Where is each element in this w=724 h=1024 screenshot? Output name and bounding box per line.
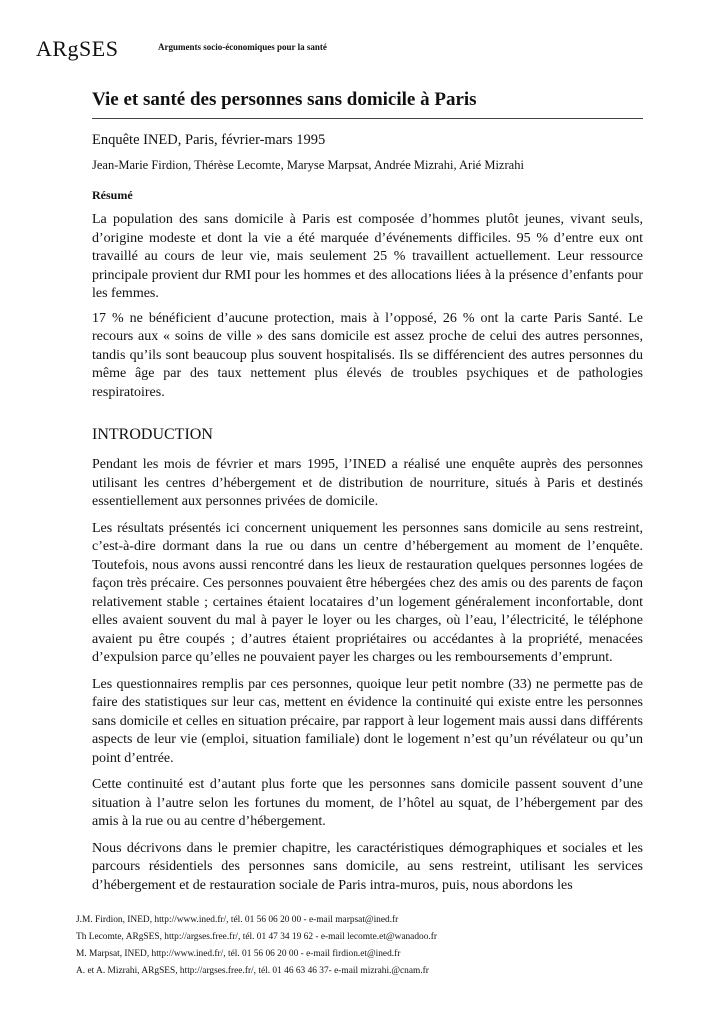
abstract-section bbox=[92, 187, 643, 402]
body-paragraph: Pendant les mois de février et mars 1995, l’INED a réalisé une enquête auprès des personnes utilisant les centres d’hébergement et de distribution de nourriture, situés à Paris et destinés essentiellement aux personnes privées de domicile. bbox=[92, 457, 643, 509]
abstract-paragraph: La population des sans domicile à Paris est composée d’hommes plutôt jeunes, vivant seuls, d’origine modeste et dont la vie a été marquée d’événements difficiles. 95 % d’entre eux ont travaillé au cours de leur vie, mais seulement 25 % travaillent actuellement. Leur ressource principale provient dur RMI pour les hommes et des allocations liées à la présence d’enfants pour les femmes. bbox=[92, 212, 643, 301]
introduction-section bbox=[92, 425, 643, 895]
survey-subtitle: Enquête INED, Paris, février-mars 1995 bbox=[92, 132, 326, 148]
logo: ARgSES bbox=[36, 36, 119, 61]
body-paragraph: Nous décrivons dans le premier chapitre, les caractéristiques démographiques et sociales et les parcours résidentiels des personnes sans domicile, au sens restreint, utilisant les services d’hébergement et de restauration sociale de Paris intra-muros, puis, nous abordons les bbox=[92, 840, 643, 893]
introduction-heading: INTRODUCTION bbox=[92, 426, 213, 443]
footnote-line: A. et A. Mizrahi, ARgSES, http://argses.free.fr/, tél. 01 46 63 46 37- e-mail mizrahi.@cnam.fr bbox=[76, 966, 429, 976]
header-tagline: Arguments socio-économiques pour la santé bbox=[158, 42, 327, 52]
abstract-heading: Résumé bbox=[92, 188, 133, 202]
body-paragraph: Les questionnaires remplis par ces personnes, quoique leur petit nombre (33) ne permette pas de faire des statistiques sur leur cas, mettent en évidence la continuité qui existe entre les personnes sans domicile et celles en situation précaire, par rapport à leur logement mais aussi dans différents aspects de leur vie (emploi, situation familiale) dont le logement n’est qu’un révélateur ou qu’un point d’entrée. bbox=[92, 676, 643, 766]
abstract-paragraph: 17 % ne bénéficient d’aucune protection, mais à l’opposé, 26 % ont la carte Paris Santé. Le recours aux « soins de ville » des sans domicile est assez proche de celui des autres personnes, tandis qu’ils sont beaucoup plus souvent hospitalisés. Ils se différencient des autres personnes du même âge par des taux nettement plus élevés de troubles psychiques et de pathologies respiratoires. bbox=[92, 310, 643, 400]
document-body bbox=[92, 86, 643, 895]
document-title: Vie et santé des personnes sans domicile à Paris bbox=[92, 89, 477, 110]
body-paragraph: Cette continuité est d’autant plus forte que les personnes sans domicile passent souvent d’une situation à l’autre selon les fortunes du moment, de l’hôtel au squat, de l’hébergement par des amis à la rue ou au centre d’hébergement. bbox=[92, 777, 643, 829]
footnote-line: Th Lecomte, ARgSES, http://argses.free.fr/, tél. 01 47 34 19 62 - e-mail lecomte.et@wanadoo.fr bbox=[76, 932, 437, 942]
authors-line: Jean-Marie Firdion, Thérèse Lecomte, Maryse Marpsat, Andrée Mizrahi, Arié Mizrahi bbox=[92, 158, 524, 172]
footnotes bbox=[76, 912, 676, 980]
body-paragraph: Les résultats présentés ici concernent uniquement les personnes sans domicile au sens restreint, c’est-à-dire dormant dans la rue ou dans un centre d’hébergement au moment de l’enquête. Toutefois, nous avons aussi rencontré dans les lieux de restauration quelques personnes logées de façon très précaire. Ces personnes pouvaient être hébergées chez des amis ou des parents de façon relativement stable ; certaines étaient locataires d’un logement généralement inconfortable, dont elles avaient souvent du mal à payer le loyer ou les charges, où l’eau, l’électricité, le téléphone avaient pu être coupés ; d’autres étaient propriétaires ou accédantes à la propriété, menacées d’expulsion parce qu’elles ne pouvaient payer les charges ou les remboursements d’emprunt. bbox=[92, 520, 643, 665]
title-rule bbox=[92, 118, 643, 119]
footnote-line: J.M. Firdion, INED, http://www.ined.fr/, tél. 01 56 06 20 00 - e-mail marpsat@ined.fr bbox=[76, 915, 399, 925]
footnote-line: M. Marpsat, INED, http://www.ined.fr/, tél. 01 56 06 20 00 - e-mail firdion.et@ined.fr bbox=[76, 949, 401, 959]
